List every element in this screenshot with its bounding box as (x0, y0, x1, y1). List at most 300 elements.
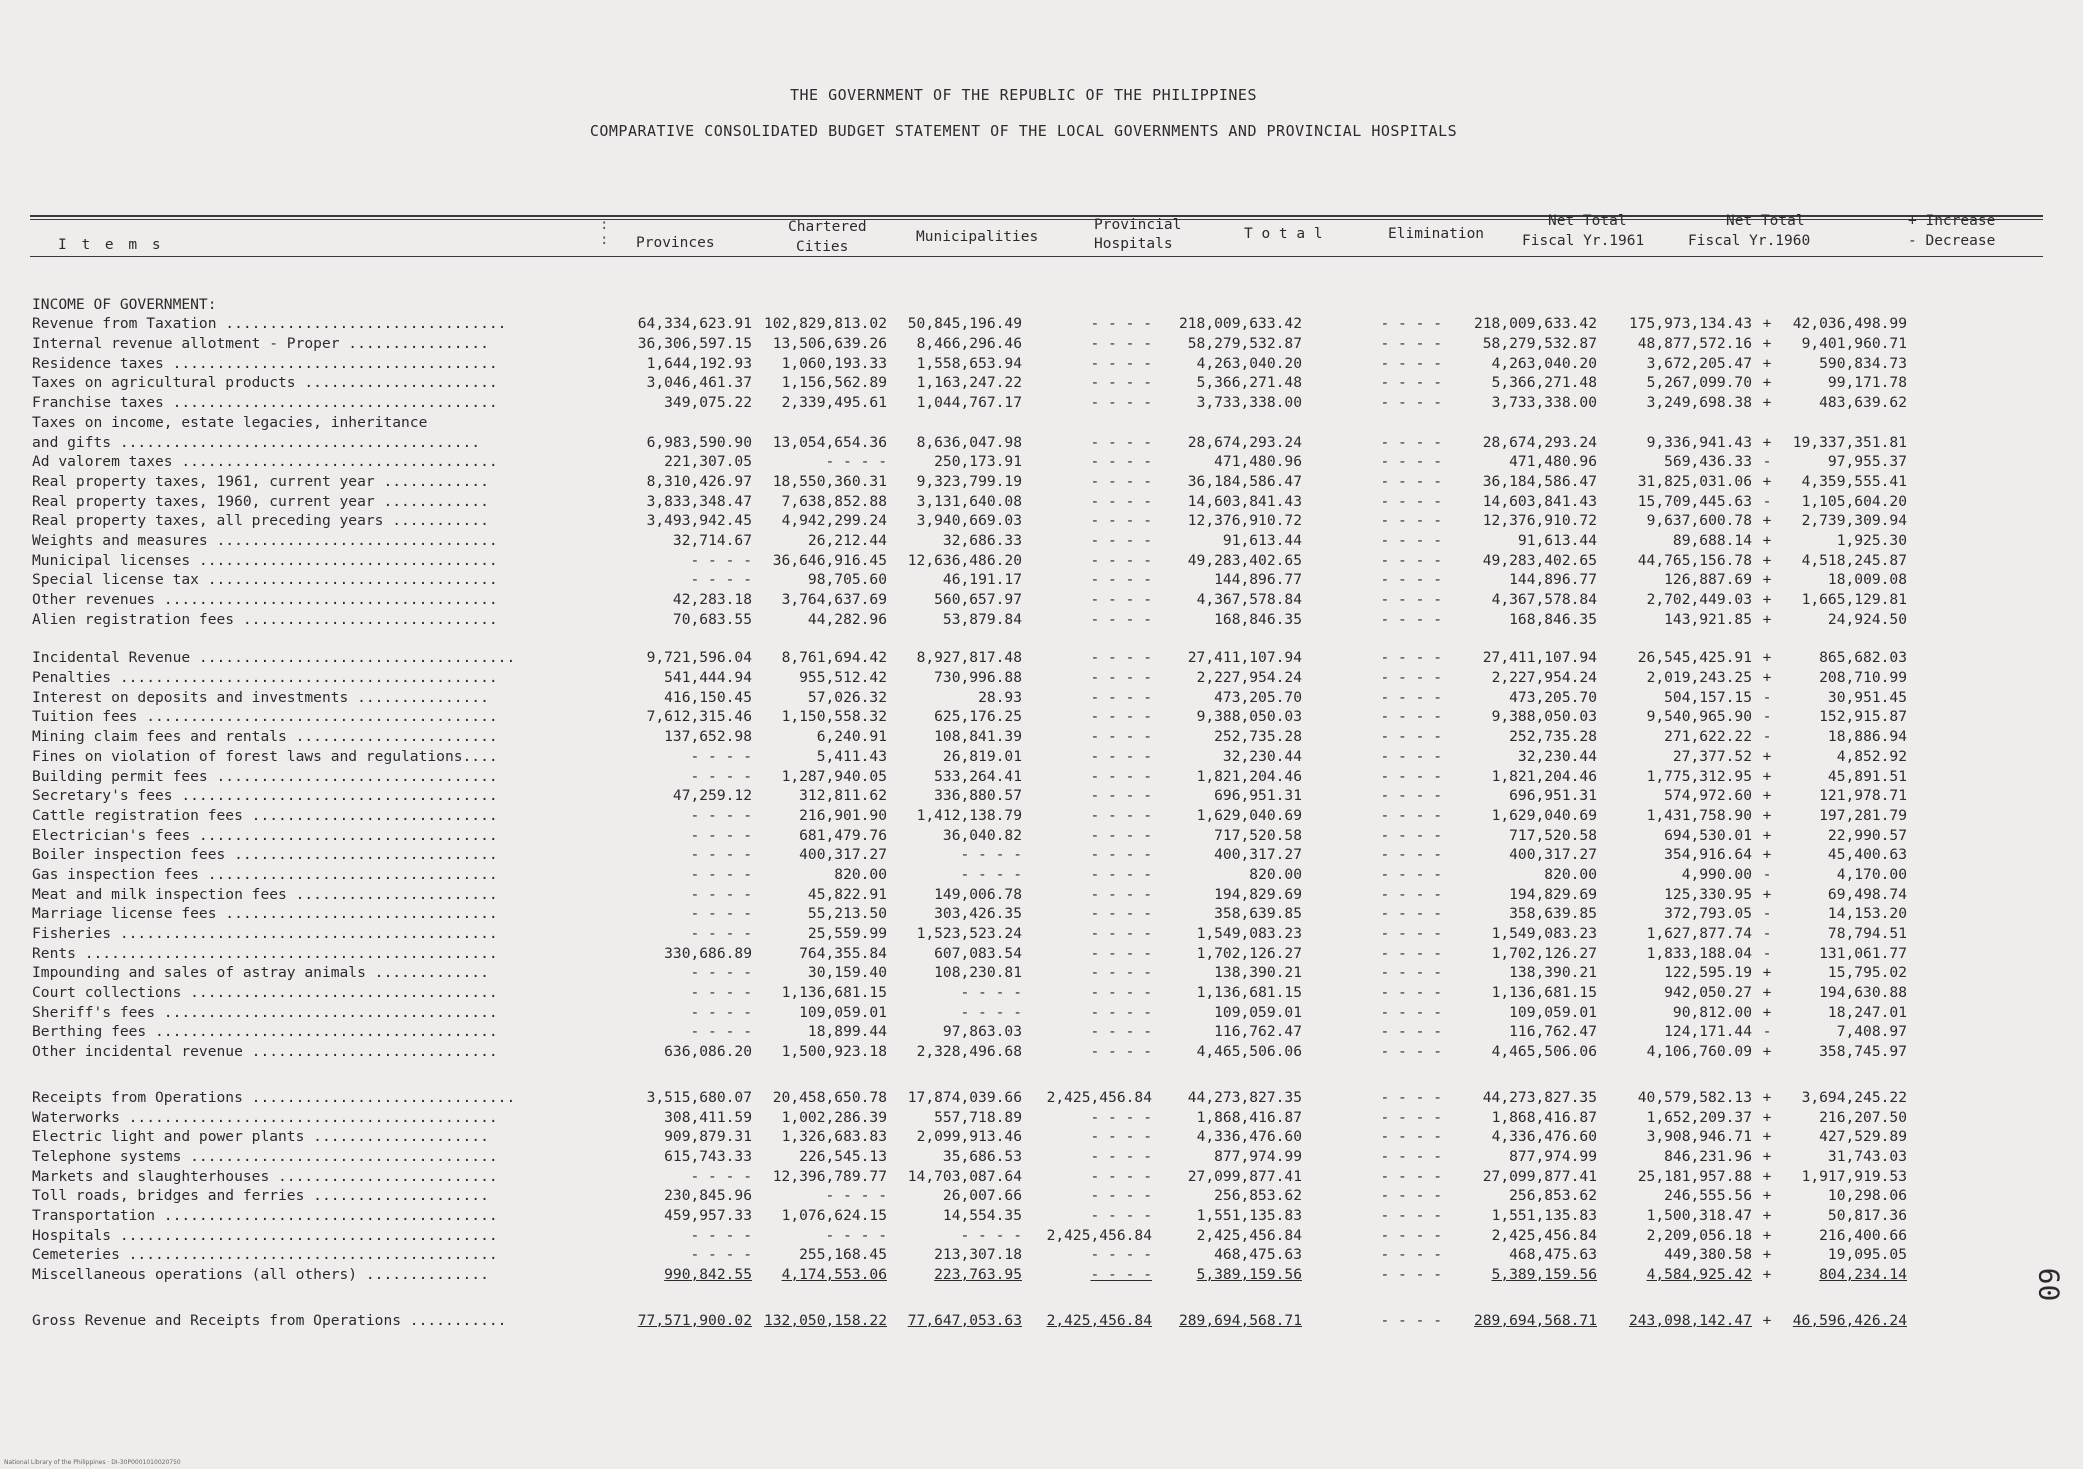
table-row (32, 1166, 2047, 1186)
cell-sign: + (1762, 1128, 1772, 1146)
col-header-chartered-1: Chartered (788, 219, 867, 235)
pad-cell (1907, 570, 2047, 590)
table-row (32, 491, 2047, 511)
table-row (32, 648, 2047, 668)
cell-net60: 31,825,031.06 (1637, 472, 1752, 490)
cell-elim: - - - - (1380, 374, 1442, 392)
cell-hosp: - - - - (1090, 610, 1152, 628)
cell-diff: 42,036,498.99 (1792, 315, 1907, 333)
government-title: THE GOVERNMENT OF THE REPUBLIC OF THE PHILIPPINES (789, 86, 1257, 104)
cell-sign: + (1762, 1266, 1772, 1283)
cell-prov: 330,686.89 (664, 944, 752, 962)
cell-mun: 625,176.25 (934, 708, 1022, 726)
cell-prov: 8,310,426.97 (646, 472, 752, 490)
pad-cell (1907, 609, 2047, 629)
cell-mun: 8,927,817.48 (916, 649, 1022, 667)
pad-cell (1907, 550, 2047, 570)
cell-city: 1,150,558.32 (781, 708, 887, 726)
cell-total: 27,099,877.41 (1187, 1167, 1302, 1185)
cell-net61: 28,674,293.24 (1482, 433, 1597, 451)
row-label: Transportation ...................................... (32, 1206, 498, 1224)
cell-net61: 1,868,416.87 (1491, 1108, 1597, 1126)
cell-prov: - - - - (690, 846, 752, 864)
cell-elim: - - - - (1380, 669, 1442, 687)
pad-cell (1907, 1225, 2047, 1245)
row-label: Franchise taxes ..................................... (32, 394, 498, 412)
cell-hosp: - - - - (1090, 747, 1152, 765)
cell-net60: 15,709,445.63 (1637, 492, 1752, 510)
cell-prov (617, 294, 752, 314)
pad-cell (1907, 963, 2047, 983)
cell-diff: 197,281.79 (1819, 806, 1907, 824)
row-label: Electrician's fees .................................. (32, 826, 498, 844)
cell-net60: 1,500,318.47 (1646, 1206, 1752, 1224)
table-row (32, 1225, 2047, 1245)
cell-sign: + (1762, 767, 1772, 785)
spacer-cell (32, 1061, 2047, 1087)
table-row (32, 1146, 2047, 1166)
cell-total: 218,009,633.42 (1178, 315, 1302, 333)
cell-net60: 574,972.60 (1664, 787, 1752, 805)
table-row (32, 1127, 2047, 1147)
pad-cell (1907, 943, 2047, 963)
cell-prov: - - - - (690, 865, 752, 883)
cell-mun: - - - - (960, 865, 1022, 883)
row-label: and gifts ......................................... (32, 433, 481, 451)
cell-city: 1,136,681.15 (781, 984, 887, 1002)
cell-elim: - - - - (1380, 1147, 1442, 1165)
cell-city: 3,764,637.69 (781, 591, 887, 608)
cell-net60: 271,622.22 (1664, 728, 1752, 746)
cell-net60: 372,793.05 (1664, 905, 1752, 923)
cell-elim: - - - - (1380, 1088, 1442, 1106)
cell-mun: 303,426.35 (934, 905, 1022, 923)
cell-net61: 4,336,476.60 (1491, 1128, 1597, 1146)
table-row (32, 864, 2047, 884)
pad-cell (1907, 864, 2047, 884)
cell-total: 696,951.31 (1214, 787, 1302, 805)
cell-mun: 1,163,247.22 (916, 374, 1022, 392)
cell-diff (1782, 412, 1907, 432)
cell-sign: + (1762, 394, 1772, 412)
cell-mun: 2,328,496.68 (916, 1043, 1022, 1061)
table-row (32, 963, 2047, 983)
cell-sign: + (1762, 1187, 1772, 1205)
cell-diff: 121,978.71 (1819, 787, 1907, 805)
cell-sign: + (1762, 964, 1772, 982)
row-label: Incidental Revenue .................................... (32, 649, 516, 667)
table-row (32, 766, 2047, 786)
cell-city: 820.00 (834, 865, 887, 883)
cell-city (752, 294, 887, 314)
cell-net60: 125,330.95 (1664, 885, 1752, 903)
cell-prov: 541,444.94 (664, 669, 752, 687)
cell-city: 57,026.32 (807, 688, 887, 706)
cell-sign: + (1762, 826, 1772, 844)
cell-mun: 149,006.78 (934, 885, 1022, 903)
spacer-cell (32, 1284, 2047, 1310)
spacer-row (32, 629, 2047, 648)
row-label: Alien registration fees ............................. (32, 610, 498, 628)
row-label: Fisheries ........................................... (32, 925, 498, 942)
cell-net60: 2,702,449.03 (1646, 591, 1752, 608)
pad-cell (1907, 1166, 2047, 1186)
cell-diff: 1,925.30 (1836, 531, 1907, 549)
cell-total: 468,475.63 (1214, 1246, 1302, 1264)
cell-hosp: - - - - (1090, 551, 1152, 569)
cell-net61: 877,974.99 (1509, 1147, 1597, 1165)
cell-sign: + (1762, 669, 1772, 687)
cell-prov: - - - - (690, 905, 752, 923)
cell-sign: + (1762, 1043, 1772, 1061)
col-header-hospitals-2: Hospitals (1094, 236, 1173, 252)
cell-hosp: - - - - (1090, 1147, 1152, 1165)
cell-diff: 18,009.08 (1827, 571, 1907, 589)
row-label: Meat and milk inspection fees ....................... (32, 885, 498, 903)
cell-mun: 533,264.41 (934, 767, 1022, 785)
cell-diff: 10,298.06 (1827, 1187, 1907, 1205)
cell-elim: - - - - (1380, 688, 1442, 706)
cell-net61: 14,603,841.43 (1482, 492, 1597, 510)
cell-sign: + (1762, 335, 1772, 353)
cell-hosp: - - - - (1090, 806, 1152, 824)
pad-cell (1907, 904, 2047, 924)
cell-net60: 126,887.69 (1664, 571, 1752, 589)
cell-elim: - - - - (1380, 905, 1442, 923)
cell-total: 471,480.96 (1214, 453, 1302, 471)
cell-hosp: - - - - (1090, 826, 1152, 844)
cell-net61: 4,465,506.06 (1491, 1043, 1597, 1061)
cell-elim: - - - - (1380, 826, 1442, 844)
table-row (32, 707, 2047, 727)
cell-net61: 5,366,271.48 (1491, 374, 1597, 392)
cell-net60 (1597, 412, 1752, 432)
cell-diff: 4,518,245.87 (1801, 551, 1907, 569)
cell-net61: 5,389,159.56 (1491, 1266, 1597, 1283)
cell-net61: 144,896.77 (1509, 571, 1597, 589)
cell-net60: 3,908,946.71 (1646, 1128, 1752, 1146)
cell-hosp: - - - - (1090, 1023, 1152, 1041)
cell-hosp: - - - - (1090, 531, 1152, 549)
cell-prov: 636,086.20 (664, 1043, 752, 1061)
row-label: Other revenues ...................................... (32, 591, 498, 608)
cell-total: 3,733,338.00 (1196, 394, 1302, 412)
cell-sign: + (1762, 512, 1772, 530)
row-label: Real property taxes, 1961, current year ............ (32, 472, 489, 490)
cell-elim: - - - - (1380, 531, 1442, 549)
pad-cell (1907, 392, 2047, 412)
cell-prov: 137,652.98 (664, 728, 752, 746)
cell-net60: 9,336,941.43 (1646, 433, 1752, 451)
pad-cell (1907, 1310, 2047, 1330)
cell-net61 (1442, 294, 1597, 314)
cell-hosp: - - - - (1090, 984, 1152, 1002)
cell-hosp: - - - - (1090, 335, 1152, 353)
cell-prov: - - - - (690, 1023, 752, 1041)
cell-sign: + (1762, 846, 1772, 864)
cell-diff: 19,095.05 (1827, 1246, 1907, 1264)
cell-net60: 246,555.56 (1664, 1187, 1752, 1205)
cell-city: 216,901.90 (799, 806, 887, 824)
cell-elim: - - - - (1380, 1246, 1442, 1264)
cell-prov: - - - - (690, 1003, 752, 1021)
table-row (32, 805, 2047, 825)
cell-net61: 468,475.63 (1509, 1246, 1597, 1264)
cell-hosp: - - - - (1090, 315, 1152, 333)
cell-total: 58,279,532.87 (1187, 335, 1302, 353)
table-row (32, 1087, 2047, 1107)
cell-elim: - - - - (1380, 1043, 1442, 1061)
cell-elim: - - - - (1380, 806, 1442, 824)
cell-prov: 230,845.96 (664, 1187, 752, 1205)
cell-hosp: - - - - (1090, 708, 1152, 726)
cell-mun: 12,636,486.20 (907, 551, 1022, 569)
cell-city: 20,458,650.78 (772, 1088, 887, 1106)
cell-net60: 25,181,957.88 (1637, 1167, 1752, 1185)
table-row (32, 511, 2047, 531)
cell-net61: 32,230.44 (1517, 747, 1597, 765)
cell-hosp: - - - - (1090, 787, 1152, 805)
cell-total: 12,376,910.72 (1187, 512, 1302, 530)
spacer-row (32, 1284, 2047, 1310)
cell-net61: 218,009,633.42 (1473, 315, 1597, 333)
cell-sign: + (1762, 1088, 1772, 1106)
cell-sign: + (1762, 1311, 1772, 1329)
col-header-net1960-2: Fiscal Yr.1960 (1688, 233, 1811, 249)
spacer-cell (32, 629, 2047, 648)
cell-diff: 4,852.92 (1836, 747, 1907, 765)
table-row (32, 1264, 2047, 1284)
cell-mun: 97,863.03 (942, 1023, 1022, 1041)
pad-cell (1907, 373, 2047, 393)
cell-mun: 336,880.57 (934, 787, 1022, 805)
cell-mun: 26,007.66 (942, 1187, 1022, 1205)
row-label: Revenue from Taxation ................................ (32, 315, 507, 333)
cell-total: 28,674,293.24 (1187, 433, 1302, 451)
cell-net60: 504,157.15 (1664, 688, 1752, 706)
cell-total: 32,230.44 (1222, 747, 1302, 765)
cell-city: 7,638,852.88 (781, 492, 887, 510)
cell-city: 8,761,694.42 (781, 649, 887, 667)
cell-diff: 152,915.87 (1819, 708, 1907, 726)
cell-mun: 32,686.33 (942, 531, 1022, 549)
row-label: Other incidental revenue ............................ (32, 1043, 498, 1061)
cell-prov: 47,259.12 (672, 787, 752, 805)
cell-mun: 26,819.01 (942, 747, 1022, 765)
cell-hosp: 2,425,456.84 (1046, 1311, 1152, 1329)
cell-prov: - - - - (690, 806, 752, 824)
col-header-hospitals-1: Provincial (1094, 217, 1182, 233)
cell-prov: 64,334,623.91 (637, 315, 752, 333)
cell-diff: 483,639.62 (1819, 394, 1907, 412)
cell-hosp: - - - - (1090, 885, 1152, 903)
cell-diff: 194,630.88 (1819, 984, 1907, 1002)
cell-total: 109,059.01 (1214, 1003, 1302, 1021)
cell-sign: + (1762, 1246, 1772, 1264)
cell-sign: - (1762, 453, 1772, 471)
pad-cell (1907, 511, 2047, 531)
cell-net60: 122,595.19 (1664, 964, 1752, 982)
cell-diff: 216,207.50 (1819, 1108, 1907, 1126)
cell-mun: 730,996.88 (934, 669, 1022, 687)
cell-city: 226,545.13 (799, 1147, 887, 1165)
col-header-net1961-1: Net Total (1548, 213, 1627, 229)
cell-net60: 942,050.27 (1664, 984, 1752, 1002)
cell-net60: 1,431,758.90 (1646, 806, 1752, 824)
cell-mun: 14,703,087.64 (907, 1167, 1022, 1185)
row-label: Special license tax ................................. (32, 571, 498, 589)
cell-hosp (1022, 412, 1152, 432)
pad-cell (1907, 1186, 2047, 1206)
cell-mun: 1,044,767.17 (916, 394, 1022, 412)
cell-diff: 131,061.77 (1819, 944, 1907, 962)
cell-prov: 3,046,461.37 (646, 374, 752, 392)
row-label: Secretary's fees .................................... (32, 787, 498, 805)
row-label: Toll roads, bridges and ferries .................... (32, 1187, 489, 1205)
cell-elim: - - - - (1380, 1108, 1442, 1126)
cell-elim: - - - - (1380, 1023, 1442, 1041)
cell-mun: 223,763.95 (934, 1266, 1022, 1283)
pad-cell (1907, 491, 2047, 511)
cell-total: 1,868,416.87 (1196, 1108, 1302, 1126)
cell-hosp: - - - - (1090, 492, 1152, 510)
pad-cell (1907, 530, 2047, 550)
cell-net60: 1,833,188.04 (1646, 944, 1752, 962)
table-row (32, 373, 2047, 393)
cell-diff: 4,359,555.41 (1801, 472, 1907, 490)
cell-net60: 44,765,156.78 (1637, 551, 1752, 569)
cell-hosp: 2,425,456.84 (1046, 1088, 1152, 1106)
pad-cell (1907, 707, 2047, 727)
cell-prov: 6,983,590.90 (646, 433, 752, 451)
table-row (32, 452, 2047, 472)
cell-total: 4,336,476.60 (1196, 1128, 1302, 1146)
cell-mun: 77,647,053.63 (907, 1311, 1022, 1329)
cell-total: 1,629,040.69 (1196, 806, 1302, 824)
table-row (32, 471, 2047, 491)
cell-net60: 2,209,056.18 (1646, 1226, 1752, 1244)
cell-prov: 3,515,680.07 (646, 1088, 752, 1106)
header-bottom-rule (30, 256, 2043, 257)
pad-cell (1907, 353, 2047, 373)
cell-city: 681,479.76 (799, 826, 887, 844)
cell-net61: 2,227,954.24 (1491, 669, 1597, 687)
cell-mun: 46,191.17 (942, 571, 1022, 589)
row-label: Receipts from Operations .............................. (32, 1088, 516, 1106)
pad-cell (1907, 1022, 2047, 1042)
cell-total: 1,551,135.83 (1196, 1206, 1302, 1224)
cell-net60: 124,171.44 (1664, 1023, 1752, 1041)
cell-hosp: 2,425,456.84 (1046, 1226, 1152, 1244)
cell-elim: - - - - (1380, 591, 1442, 608)
row-label: Marriage license fees ............................... (32, 905, 498, 923)
cell-elim: - - - - (1380, 394, 1442, 412)
row-label: Electric light and power plants .................... (32, 1128, 489, 1146)
cell-net61 (1442, 412, 1597, 432)
pad-cell (1907, 884, 2047, 904)
cell-hosp: - - - - (1090, 846, 1152, 864)
cell-net60: 694,530.01 (1664, 826, 1752, 844)
cell-net61: 3,733,338.00 (1491, 394, 1597, 412)
cell-diff: 18,247.01 (1827, 1003, 1907, 1021)
cell-net60: 449,380.58 (1664, 1246, 1752, 1264)
row-label: INCOME OF GOVERNMENT: (32, 295, 217, 313)
cell-net60: 175,973,134.43 (1628, 315, 1752, 333)
pad-cell (1907, 825, 2047, 845)
cell-city: 25,559.99 (807, 925, 887, 942)
table-row (32, 746, 2047, 766)
cell-prov: 9,721,596.04 (646, 649, 752, 667)
cell-elim: - - - - (1380, 1206, 1442, 1224)
cell-net61: 27,099,877.41 (1482, 1167, 1597, 1185)
cell-mun: 213,307.18 (934, 1246, 1022, 1264)
cell-net61: 820.00 (1544, 865, 1597, 883)
cell-net61: 1,821,204.46 (1491, 767, 1597, 785)
cell-hosp: - - - - (1090, 394, 1152, 412)
cell-city: 1,076,624.15 (781, 1206, 887, 1224)
cell-mun: - - - - (960, 984, 1022, 1002)
cell-net60: 243,098,142.47 (1628, 1311, 1752, 1329)
cell-net60: 27,377.52 (1672, 747, 1752, 765)
cell-total: 4,465,506.06 (1196, 1043, 1302, 1061)
cell-diff: 3,694,245.22 (1801, 1088, 1907, 1106)
cell-elim: - - - - (1380, 512, 1442, 530)
cell-mun (887, 412, 1022, 432)
cell-net61: 58,279,532.87 (1482, 335, 1597, 353)
cell-prov: 42,283.18 (672, 591, 752, 608)
col-header-provinces: Provinces (636, 235, 715, 251)
cell-net61: 138,390.21 (1509, 964, 1597, 982)
cell-sign: + (1762, 551, 1772, 569)
cell-elim: - - - - (1380, 1226, 1442, 1244)
cell-net60: 5,267,099.70 (1646, 374, 1752, 392)
cell-total: 194,829.69 (1214, 885, 1302, 903)
row-label: Penalties ........................................... (32, 669, 498, 687)
cell-sign: + (1762, 1147, 1772, 1165)
table-row (32, 1186, 2047, 1206)
cell-city: 13,506,639.26 (772, 335, 887, 353)
cell-net61: 358,639.85 (1509, 905, 1597, 923)
pad-cell (1907, 1002, 2047, 1022)
cell-net61: 1,549,083.23 (1491, 925, 1597, 942)
cell-prov: 221,307.05 (664, 453, 752, 471)
cell-net61: 4,263,040.20 (1491, 354, 1597, 372)
cell-prov (617, 412, 752, 432)
cell-diff: 9,401,960.71 (1801, 335, 1907, 353)
cell-city: 45,822.91 (807, 885, 887, 903)
row-label: Real property taxes, 1960, current year ............ (32, 492, 489, 510)
cell-hosp: - - - - (1090, 944, 1152, 962)
cell-sign: + (1762, 806, 1772, 824)
row-label: Ad valorem taxes .................................... (32, 453, 498, 471)
pad-cell (1907, 1107, 2047, 1127)
cell-total: 168,846.35 (1214, 610, 1302, 628)
cell-total: 49,283,402.65 (1187, 551, 1302, 569)
pad-cell (1907, 766, 2047, 786)
cell-mun: 557,718.89 (934, 1108, 1022, 1126)
cell-mun: - - - - (960, 1226, 1022, 1244)
cell-city: 36,646,916.45 (772, 551, 887, 569)
cell-net61: 1,136,681.15 (1491, 984, 1597, 1002)
pad-cell (1907, 982, 2047, 1002)
cell-prov: - - - - (690, 984, 752, 1002)
cell-net60 (1597, 294, 1752, 314)
cell-net61: 2,425,456.84 (1491, 1226, 1597, 1244)
cell-city: 55,213.50 (807, 905, 887, 923)
table-row (32, 845, 2047, 865)
cell-net61: 116,762.47 (1509, 1023, 1597, 1041)
row-label: Markets and slaughterhouses ......................... (32, 1167, 498, 1185)
